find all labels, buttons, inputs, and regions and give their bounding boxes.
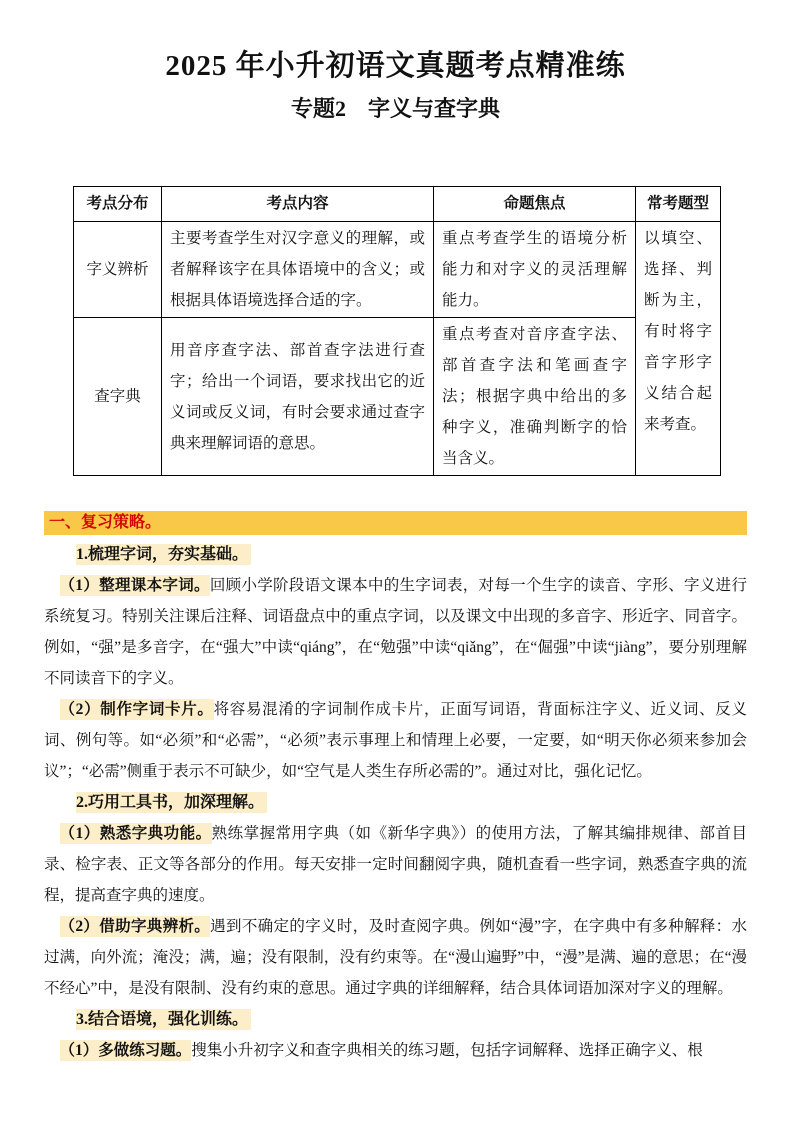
point-lead: （1）熟悉字典功能。 (59, 825, 212, 842)
cell-category: 字义辨析 (74, 222, 162, 318)
strategy-point-practice-questions (44, 1035, 747, 1066)
point-lead: （1）多做练习题。 (59, 1042, 192, 1059)
section-header-label: 一、复习策略。 (49, 514, 162, 531)
col-header-focus: 命题焦点 (434, 187, 636, 222)
strategy-point-word-cards (44, 694, 747, 787)
point-text: 将容易混淆的字词制作成卡片，正面写词语，背面标注字义、近义词、反义词、例句等。如“必须”和“必需”，“必须”表示事理上和情理上必要，一定要，如“明天你必须来参加会议”；“必需”侧重于表示不可缺少，如“空气是人类生存所必需的”。通过对比，强化记忆。 (44, 701, 747, 780)
cell-question-types: 以填空、选择、判断为主，有时将字音字形字义结合起来考查。 (636, 222, 721, 476)
table-row (74, 222, 721, 318)
table-row (74, 318, 721, 476)
point-lead: （1）整理课本字词。 (59, 577, 210, 594)
subheading-label: 3.结合语境，强化训练。 (76, 1009, 251, 1030)
exam-points-table (73, 186, 721, 476)
point-text: 遇到不确定的字义时，及时查阅字典。例如“漫”字，在字典中有多种解释：水过满，向外流；淹没；满，遍；没有限制，没有约束等。在“漫山遍野”中，“漫”是满、遍的意思；在“漫不经心”中，是没有限制、没有约束的意思。通过字典的详细解释，结合具体词语加深对字义的理解。 (44, 918, 747, 997)
cell-content: 主要考查学生对汉字意义的理解，或者解释该字在具体语境中的含义；或根据具体语境选择合适的字。 (162, 222, 434, 318)
point-lead: （2）制作字词卡片。 (59, 701, 214, 718)
point-text: 搜集小升初字义和查字典相关的练习题，包括字词解释、选择正确字义、根 (191, 1042, 703, 1059)
point-text: 回顾小学阶段语文课本中的生字词表，对每一个生字的读音、字形、字义进行系统复习。特别关注课后注释、词语盘点中的重点字词，以及课文中出现的多音字、形近字、同音字。例如，“强”是多音字，在“强大”中读“qiáng”，在“勉强”中读“qiǎng”，在“倔强”中读“jiàng”，要分别理解不同读音下的字义。 (44, 577, 747, 687)
section-header-review-strategy (44, 511, 747, 535)
col-header-content: 考点内容 (162, 187, 434, 222)
subheading-label: 2.巧用工具书，加深理解。 (76, 792, 267, 813)
strategy-body (44, 539, 747, 1066)
strategy-point-dictionary-functions (44, 818, 747, 911)
strategy-point-dictionary-analysis (44, 911, 747, 1004)
document-title: 2025 年小升初语文真题考点精准练 (165, 50, 626, 82)
col-header-distribution: 考点分布 (74, 187, 162, 222)
table-header-row (74, 187, 721, 222)
point-lead: （2）借助字典辨析。 (59, 918, 211, 935)
cell-category: 查字典 (74, 318, 162, 476)
cell-focus: 重点考查学生的语境分析能力和对字义的灵活理解能力。 (434, 222, 636, 318)
cell-content: 用音序查字法、部首查字法进行查字；给出一个词语，要求找出它的近义词或反义词，有时会要求通过查字典来理解词语的意思。 (162, 318, 434, 476)
col-header-question-types: 常考题型 (636, 187, 721, 222)
point-text: 熟练掌握常用字典（如《新华字典》）的使用方法，了解其编排规律、部首目录、检字表、正文等各部分的作用。每天安排一定时间翻阅字典，随机查看一些字词，熟悉查字典的流程，提高查字典的速度。 (44, 825, 747, 904)
subheading-use-reference-books (44, 787, 747, 818)
document-subtitle: 专题2 字义与查字典 (290, 96, 500, 121)
cell-focus: 重点考查对音序查字法、部首查字法和笔画查字法；根据字典中给出的多种字义，准确判断字的恰当含义。 (434, 318, 636, 476)
subheading-context-training (44, 1004, 747, 1035)
subheading-label: 1.梳理字词，夯实基础。 (76, 544, 251, 565)
subheading-organize-words (44, 539, 747, 570)
strategy-point-textbook-words (44, 570, 747, 694)
